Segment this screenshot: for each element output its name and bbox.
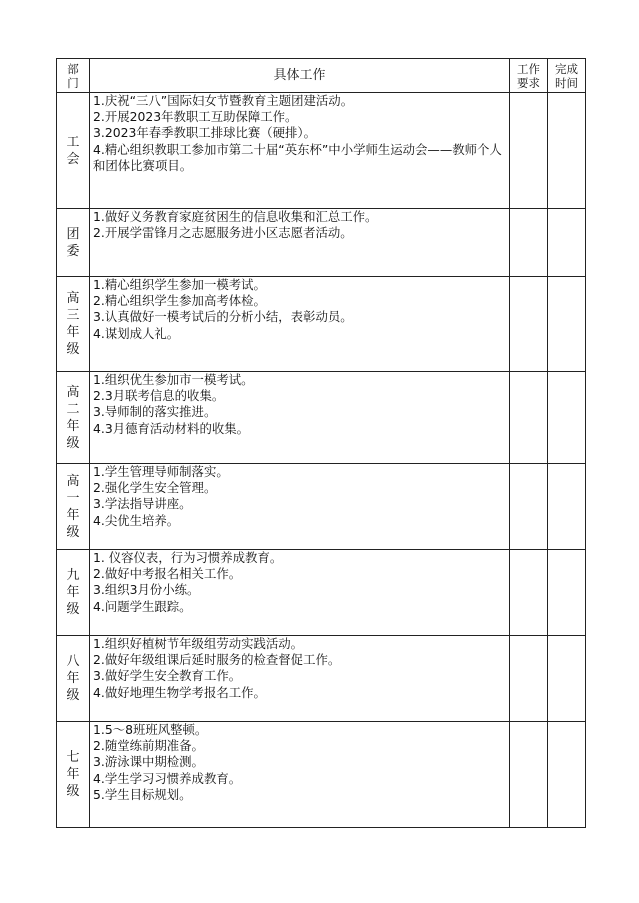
time-cell xyxy=(548,93,586,209)
dept-name: 团委 xyxy=(66,226,80,259)
task-item: 1.精心组织学生参加一模考试。 xyxy=(93,277,266,292)
tasks-cell xyxy=(90,209,510,277)
task-item: 4.问题学生跟踪。 xyxy=(93,598,192,614)
dept-cell xyxy=(57,636,90,722)
dept-cell xyxy=(57,550,90,636)
dept-cell xyxy=(57,464,90,550)
task-item: 4.谋划成人礼。 xyxy=(93,325,180,341)
task-item: 2.做好年级组课后延时服务的检查督促工作。 xyxy=(93,652,341,668)
time-cell xyxy=(548,277,586,372)
dept-name: 九年级 xyxy=(66,568,80,617)
table-row xyxy=(57,209,586,277)
task-item: 2.精心组织学生参加高考体检。 xyxy=(93,293,266,309)
dept-header xyxy=(57,59,90,93)
task-item: 2.3月联考信息的收集。 xyxy=(93,388,225,404)
task-item: 1.组织好植树节年级组劳动实践活动。 xyxy=(93,636,304,651)
requirement-cell xyxy=(510,372,548,464)
dept-cell xyxy=(57,372,90,464)
dept-cell xyxy=(57,209,90,277)
task-item: 2.做好中考报名相关工作。 xyxy=(93,566,242,582)
task-item: 4.学生学习习惯养成教育。 xyxy=(93,770,242,786)
requirement-cell xyxy=(510,722,548,828)
requirement-header xyxy=(510,59,548,93)
task-item: 3.2023年春季教职工排球比赛（硬排）。 xyxy=(93,125,317,141)
requirement-cell xyxy=(510,464,548,550)
task-item: 1.5～8班班风整顿。 xyxy=(93,722,208,737)
task-item: 2.随堂练前期准备。 xyxy=(93,738,204,754)
tasks-cell xyxy=(90,550,510,636)
task-item: 4.做好地理生物学考报名工作。 xyxy=(93,684,266,700)
requirement-header-text: 工作要求 xyxy=(517,61,540,90)
table-row xyxy=(57,277,586,372)
time-cell xyxy=(548,550,586,636)
task-item: 1.组织优生参加市一模考试。 xyxy=(93,372,254,387)
dept-name: 高一年级 xyxy=(66,473,80,540)
table-row xyxy=(57,372,586,464)
task-item: 1.学生管理导师制落实。 xyxy=(93,464,229,479)
time-cell xyxy=(548,636,586,722)
table-row xyxy=(57,550,586,636)
dept-cell xyxy=(57,722,90,828)
time-cell xyxy=(548,464,586,550)
time-cell xyxy=(548,209,586,277)
requirement-cell xyxy=(510,550,548,636)
requirement-cell xyxy=(510,93,548,209)
tasks-cell xyxy=(90,636,510,722)
task-item: 3.学法指导讲座。 xyxy=(93,496,192,512)
task-item: 2.开展学雷锋月之志愿服务进小区志愿者活动。 xyxy=(93,225,353,241)
task-item: 3.组织3月份小练。 xyxy=(93,582,200,598)
dept-name: 七年级 xyxy=(66,750,80,799)
table-row xyxy=(57,93,586,209)
time-cell xyxy=(548,722,586,828)
work-header-text: 具体工作 xyxy=(273,68,326,83)
task-item: 4.3月德育活动材料的收集。 xyxy=(93,420,250,436)
tasks-cell xyxy=(90,372,510,464)
requirement-cell xyxy=(510,636,548,722)
requirement-cell xyxy=(510,277,548,372)
task-item: 4.尖优生培养。 xyxy=(93,512,180,528)
dept-cell xyxy=(57,93,90,209)
task-item: 2.强化学生安全管理。 xyxy=(93,480,217,496)
task-item: 1. 仪容仪表，行为习惯养成教育。 xyxy=(93,550,283,565)
tasks-cell xyxy=(90,93,510,209)
table-body xyxy=(57,93,586,828)
dept-header-text: 部门 xyxy=(67,61,79,90)
task-item: 3.做好学生安全教育工作。 xyxy=(93,668,242,684)
work-plan-table xyxy=(56,58,586,828)
table-row xyxy=(57,464,586,550)
work-header xyxy=(90,59,510,93)
dept-name: 工会 xyxy=(66,134,80,167)
dept-name: 八年级 xyxy=(66,654,80,703)
tasks-cell xyxy=(90,277,510,372)
task-item: 3.游泳课中期检测。 xyxy=(93,754,204,770)
task-item: 4.精心组织教职工参加市第二十届“英东杯”中小学师生运动会——教师个人和团体比赛项目。 xyxy=(93,141,502,173)
task-item: 3.认真做好一模考试后的分析小结，表彰动员。 xyxy=(93,309,353,325)
time-header-text: 完成时间 xyxy=(555,61,578,90)
table-row xyxy=(57,636,586,722)
task-item: 3.导师制的落实推进。 xyxy=(93,404,217,420)
time-cell xyxy=(548,372,586,464)
tasks-cell xyxy=(90,464,510,550)
tasks-cell xyxy=(90,722,510,828)
header-row xyxy=(57,59,586,93)
dept-name: 高三年级 xyxy=(66,291,80,357)
dept-name: 高二年级 xyxy=(66,384,80,451)
time-header xyxy=(548,59,586,93)
requirement-cell xyxy=(510,209,548,277)
task-item: 2.开展2023年教职工互助保障工作。 xyxy=(93,109,298,125)
task-item: 1.做好义务教育家庭贫困生的信息收集和汇总工作。 xyxy=(93,209,378,224)
dept-cell xyxy=(57,277,90,372)
task-item: 5.学生目标规划。 xyxy=(93,786,192,802)
table-row xyxy=(57,722,586,828)
task-item: 1.庆祝“三八”国际妇女节暨教育主题团建活动。 xyxy=(93,93,354,108)
